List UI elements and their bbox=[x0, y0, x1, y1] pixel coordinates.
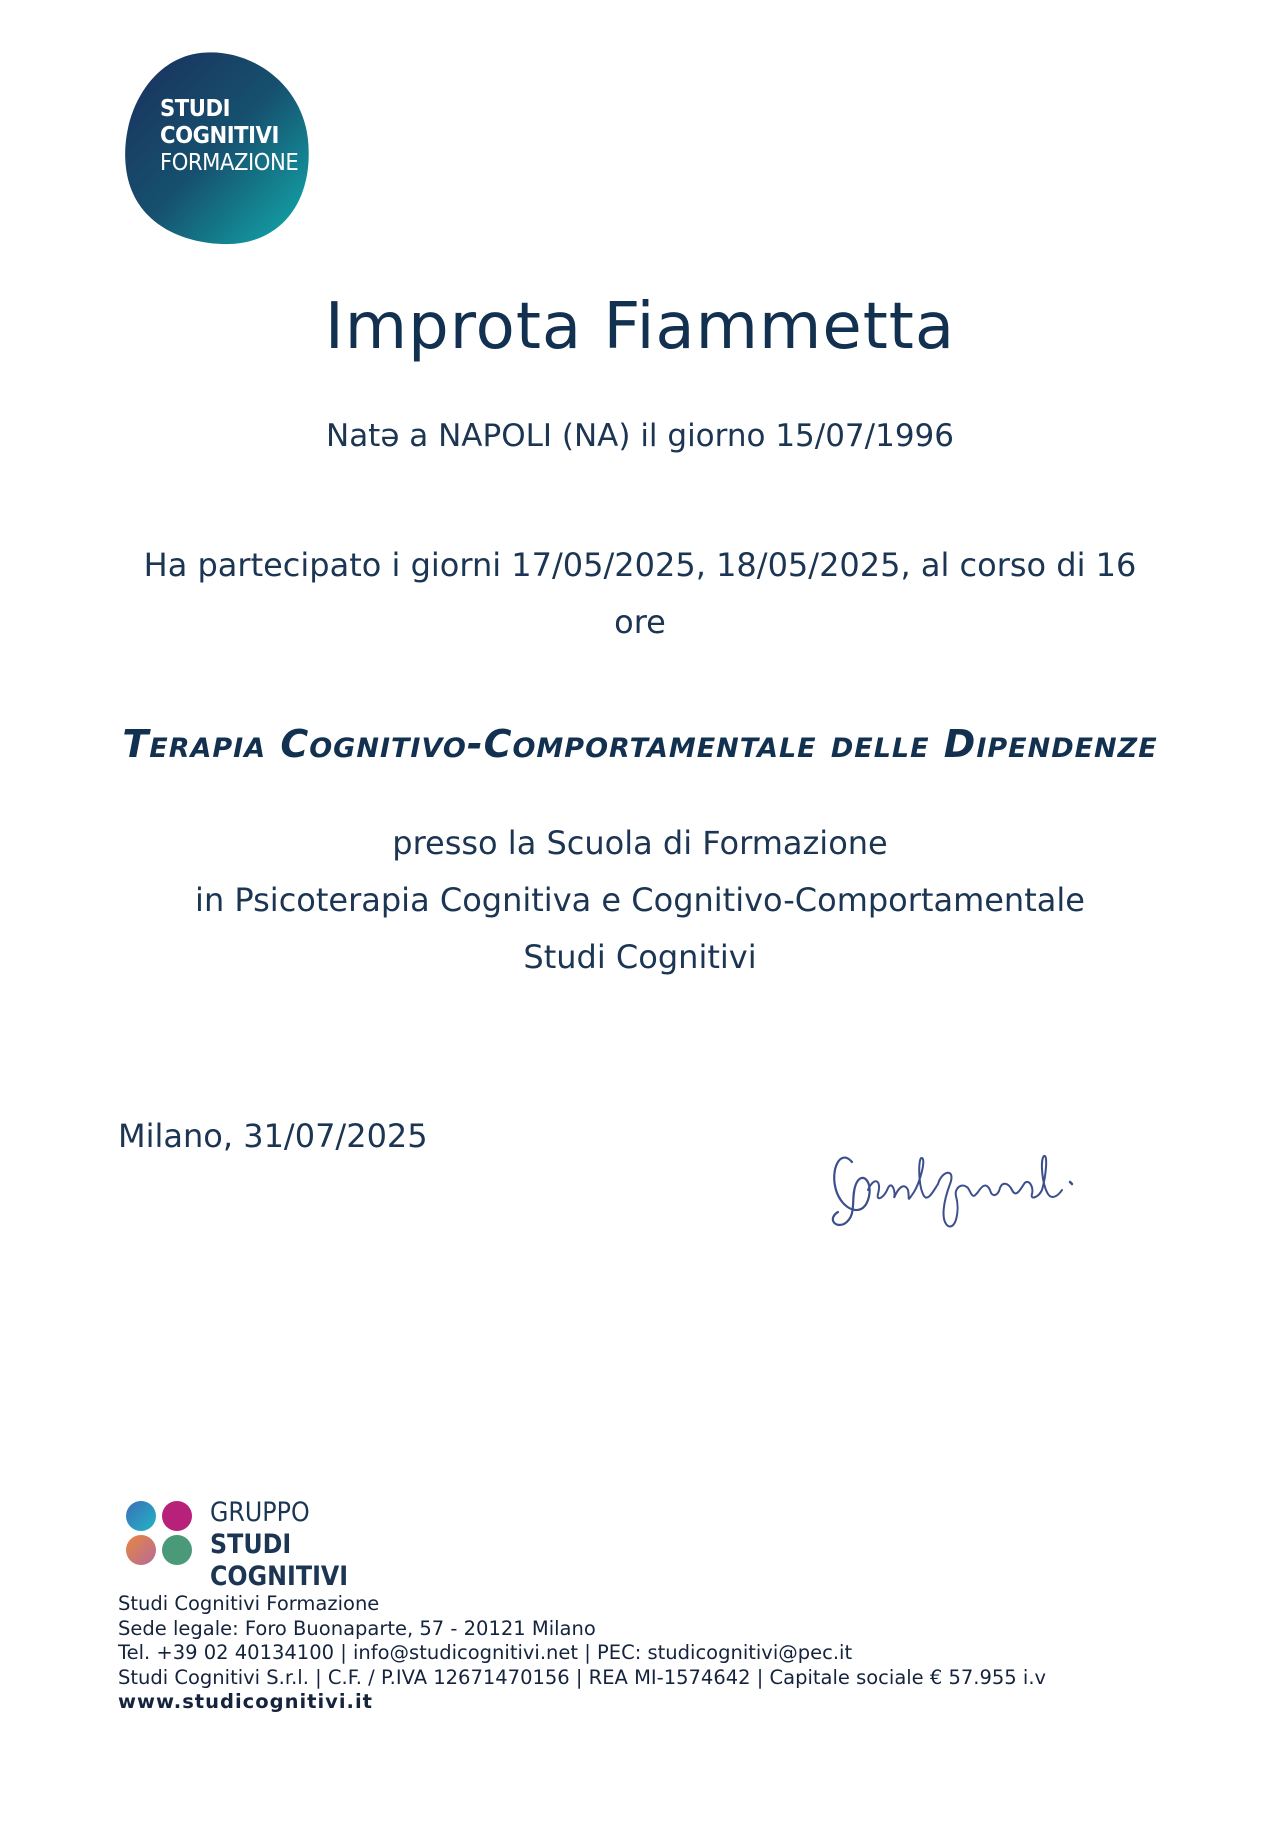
birth-info: Natə a NAPOLI (NA) il giorno 15/07/1996 bbox=[326, 418, 954, 454]
place-and-date: Milano, 31/07/2025 bbox=[118, 1117, 428, 1155]
footer-contacts: Tel. +39 02 40134100 | info@studicognitivi.net | PEC: studicognitivi@pec.it bbox=[118, 1641, 853, 1664]
logo-dot-blue bbox=[126, 1501, 156, 1531]
signature-drawing bbox=[822, 1140, 1092, 1230]
logo-text-formazione: FORMAZIONE bbox=[160, 150, 299, 176]
signature-image bbox=[822, 1140, 1092, 1230]
logo-dot-green bbox=[162, 1535, 192, 1565]
school-line-1: presso la Scuola di Formazione bbox=[392, 824, 888, 862]
studi-cognitivi-formazione-logo bbox=[124, 50, 310, 246]
school-line-3: Studi Cognitivi bbox=[523, 938, 757, 976]
footer-legal: Studi Cognitivi S.r.l. | C.F. / P.IVA 12671470156 | REA MI-1574642 | Capitale sociale € 57.955 i.v bbox=[118, 1665, 1047, 1689]
logo-text-cognitivi: COGNITIVI bbox=[160, 123, 279, 149]
group-logo-text-gruppo: GRUPPO bbox=[210, 1497, 310, 1528]
gruppo-studi-cognitivi-logo bbox=[126, 1497, 446, 1592]
school-info bbox=[0, 815, 1280, 986]
participation-info: Ha partecipato i giorni 17/05/2025, 18/05/2025, al corso di 16 ore bbox=[143, 546, 1137, 641]
course-title: Terapia Cognitivo-Comportamentale delle Dipendenze bbox=[122, 722, 1158, 766]
group-logo-text-studi-cognitivi: STUDI COGNITIVI bbox=[210, 1529, 349, 1592]
school-line-2: in Psicoterapia Cognitiva e Cognitivo-Comportamentale bbox=[195, 881, 1085, 919]
footer-website-link[interactable]: www.studicognitivi.it bbox=[118, 1690, 373, 1713]
footer-address: Sede legale: Foro Buonaparte, 57 - 20121 Milano bbox=[118, 1616, 596, 1640]
recipient-name: Improta Fiammetta bbox=[324, 290, 956, 364]
footer-info bbox=[118, 1592, 1046, 1715]
logo-text-studi: STUDI bbox=[160, 96, 231, 122]
logo-dot-magenta bbox=[162, 1501, 192, 1531]
footer-company: Studi Cognitivi Formazione bbox=[118, 1592, 380, 1615]
logo-dot-orange bbox=[126, 1535, 156, 1565]
